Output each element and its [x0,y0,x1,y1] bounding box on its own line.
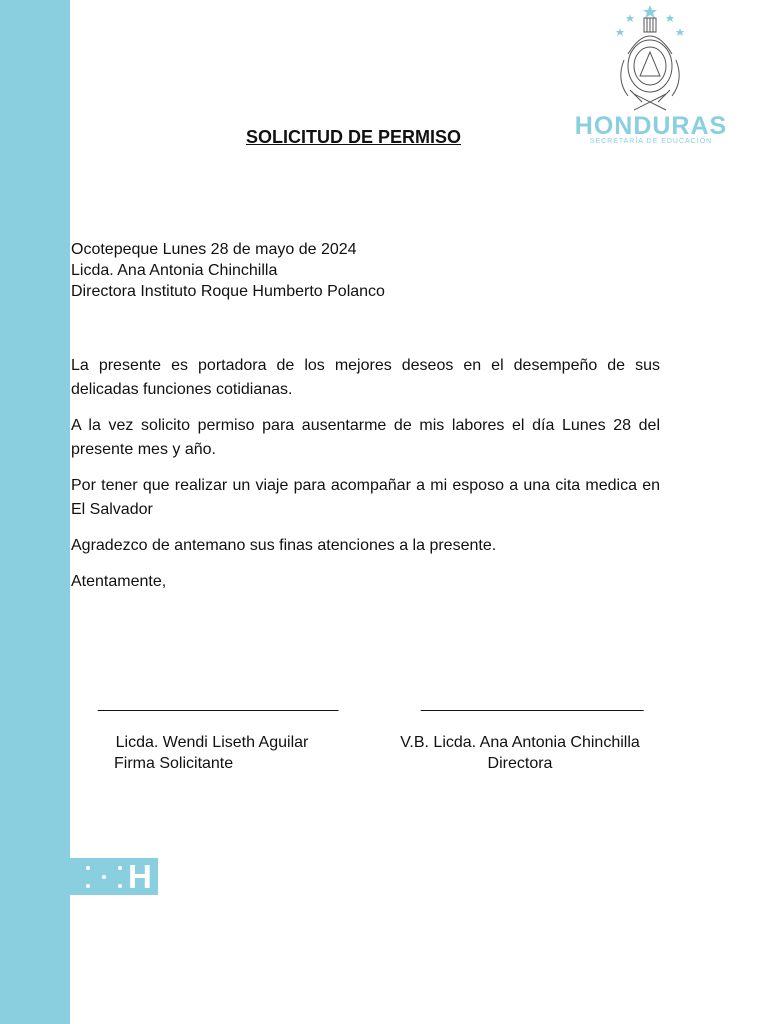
badge-letter: H [128,858,152,895]
recipient-role: Directora Instituto Roque Humberto Polanco [71,283,385,300]
stars-icon [82,862,126,892]
document-title: SOLICITUD DE PERMISO [246,127,462,147]
letter-body [71,354,660,606]
signer-name: Licda. Wendi Liseth Aguilar [115,734,309,751]
brand-subtitle: SECRETARÍA DE EDUCACIÓN [589,138,713,145]
signer-role: Firma Solicitante [114,755,234,772]
date-line: Ocotepeque Lunes 28 de mayo de 2024 [71,241,357,258]
footer-badge [70,858,158,895]
signature-left [94,732,330,774]
paragraph: La presente es portadora de los mejores deseos en el desempeño de sus delicadas funciones cotidianas. [71,357,660,398]
paragraph: Por tener que realizar un viaje para acompañar a mi esposo a una cita medica en El Salvador [71,477,660,518]
signature-line-right: _________________________ [421,695,644,712]
recipient-name: Licda. Ana Antonia Chinchilla [71,262,278,279]
honduras-logo [566,4,736,150]
signature-right [382,732,658,774]
paragraph: A la vez solicito permiso para ausentarme de mis labores el día Lunes 28 del presente mes y año. [71,417,660,458]
approver-name: V.B. Licda. Ana Antonia Chinchilla [400,734,640,751]
recipient-block [71,239,385,302]
signature-line-left: ___________________________ [98,695,339,712]
approver-role: Directora [487,755,553,772]
brand-name: HONDURAS [574,112,728,140]
closing: Atentamente, [71,573,167,590]
paragraph: Agradezco de antemano sus finas atenciones a la presente. [71,537,497,554]
coat-of-arms-icon [614,4,686,112]
left-accent-bar [0,0,70,1024]
